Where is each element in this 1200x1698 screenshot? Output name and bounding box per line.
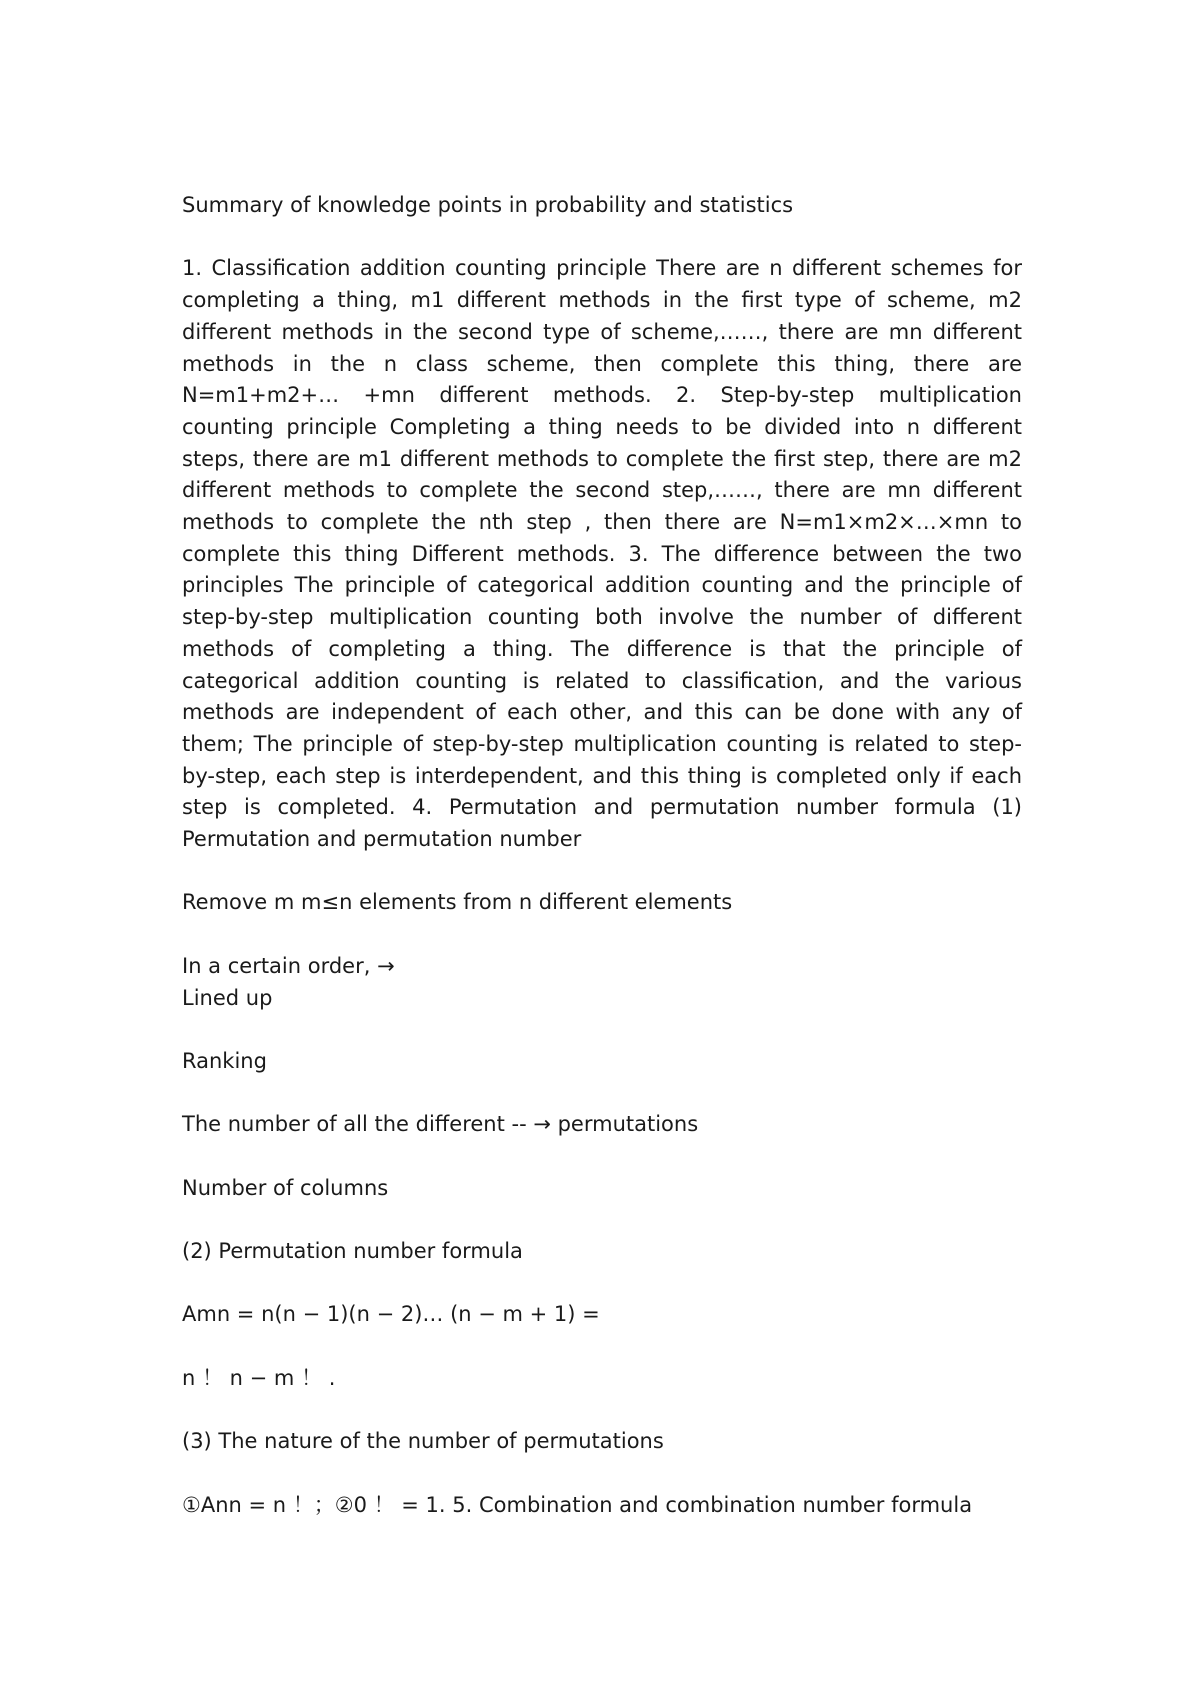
paragraph-gap: [182, 1268, 1022, 1300]
paragraph-line: methods are independent of each other, and this can be done with any of: [182, 700, 1022, 725]
paragraph-line: complete this thing Different methods. 3. The difference between the two: [182, 541, 1022, 566]
number-of-permutations-line: The number of all the different -- → permutations: [182, 1112, 699, 1137]
paragraph-line: principles The principle of categorical addition counting and the principle of: [182, 573, 1022, 598]
paragraph-line: them; The principle of step-by-step multiplication counting is related to step-: [182, 731, 1022, 756]
paragraph-line: methods in the n class scheme, then complete this thing, there are: [182, 351, 1022, 376]
lined-up-line: Lined up: [182, 985, 273, 1010]
paragraph-line: different methods in the second type of scheme,……, there are mn different: [182, 319, 1022, 344]
certain-order-line: In a certain order, →: [182, 953, 395, 978]
paragraph-gap: [182, 919, 1022, 951]
paragraph-gap: [182, 1204, 1022, 1236]
remove-elements-line: Remove m m≤n elements from n different elements: [182, 890, 733, 915]
paragraph-gap: [182, 856, 1022, 888]
paragraph-last-line: Permutation and permutation number: [182, 827, 582, 852]
document-title: Summary of knowledge points in probability and statistics: [182, 193, 794, 217]
paragraph-gap: [182, 1458, 1022, 1490]
paragraph-gap: [182, 1014, 1022, 1046]
paragraph-line: step is completed. 4. Permutation and permutation number formula (1): [182, 795, 1022, 820]
permutation-formula: Amn = n(n − 1)(n − 2)… (n − m + 1) =: [182, 1302, 600, 1327]
paragraph-gap: [182, 1331, 1022, 1363]
paragraph-gap: [182, 222, 1022, 254]
ranking-line: Ranking: [182, 1048, 267, 1073]
paragraph-line: by-step, each step is interdependent, and this thing is completed only if each: [182, 763, 1022, 788]
paragraph-line: 1. Classification addition counting principle There are n different schemes for: [182, 256, 1022, 281]
number-of-columns-line: Number of columns: [182, 1175, 389, 1200]
nature-heading: (3) The nature of the number of permutations: [182, 1429, 664, 1454]
paragraph-line: N=m1+m2+… +mn different methods. 2. Step-by-step multiplication: [182, 383, 1022, 408]
paragraph-counting-principles: [182, 253, 1022, 855]
paragraph-line: counting principle Completing a thing needs to be divided into n different: [182, 414, 1022, 439]
paragraph-line: step-by-step multiplication counting both involve the number of different: [182, 605, 1022, 630]
formula-heading: (2) Permutation number formula: [182, 1239, 523, 1264]
paragraph-gap: [182, 1078, 1022, 1110]
nature-formula-line: ①Ann = n ！；②0 ！ = 1. 5. Combination and combination number formula: [182, 1492, 973, 1517]
paragraph-line: categorical addition counting is related to classification, and the various: [182, 668, 1022, 693]
paragraph-line: methods of completing a thing. The difference is that the principle of: [182, 636, 1022, 661]
paragraph-gap: [182, 1141, 1022, 1173]
paragraph-line: completing a thing, m1 different methods in the first type of scheme, m2: [182, 288, 1022, 313]
document-page: [182, 190, 1022, 1521]
factorial-fraction-line: n ！ n − m ！ .: [182, 1365, 336, 1390]
paragraph-line: steps, there are m1 different methods to complete the first step, there are m2: [182, 446, 1022, 471]
paragraph-gap: [182, 1395, 1022, 1427]
paragraph-line: methods to complete the nth step , then there are N=m1×m2×…×mn to: [182, 510, 1022, 535]
paragraph-line: different methods to complete the second step,……, there are mn different: [182, 478, 1022, 503]
